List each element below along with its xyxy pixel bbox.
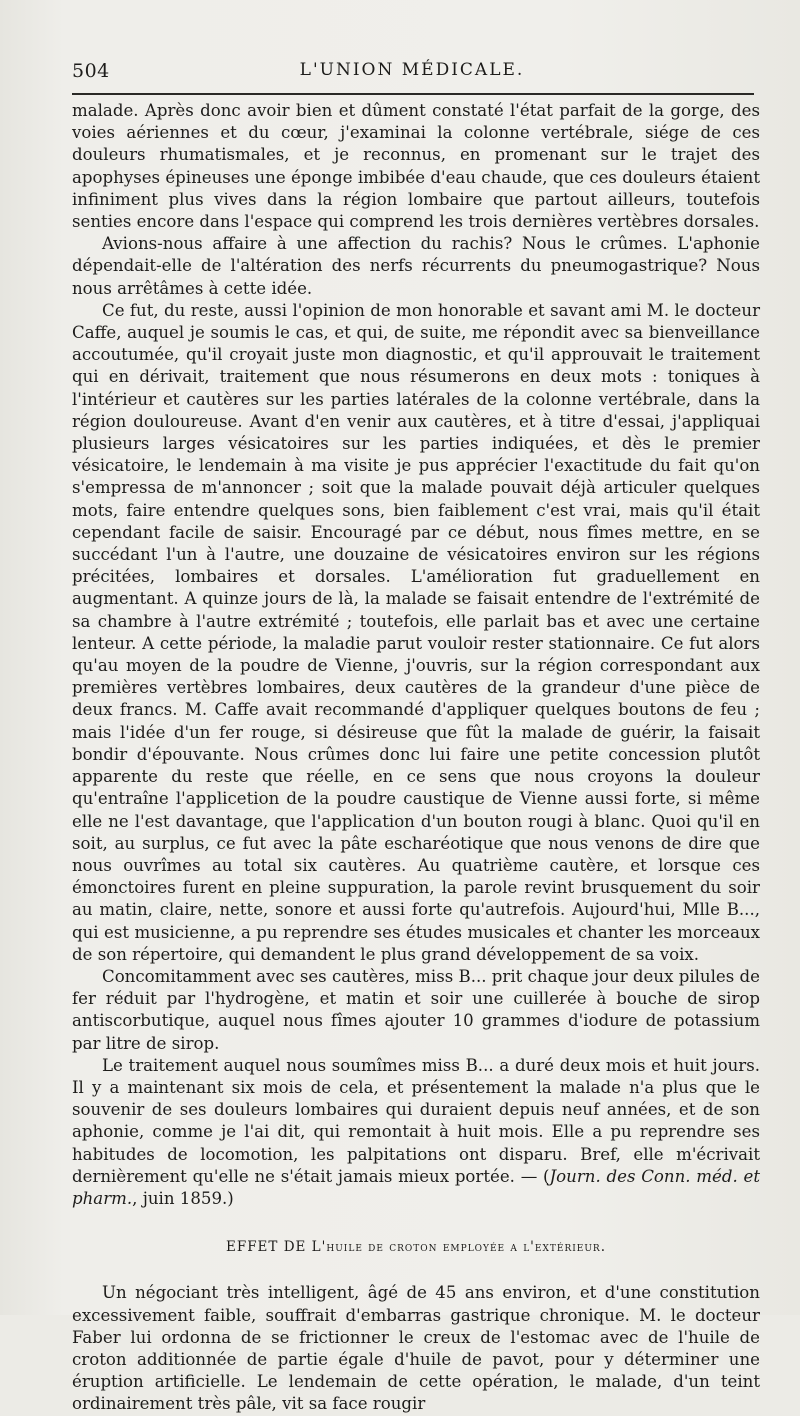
section-title-end: .: [600, 1239, 607, 1256]
page-number: 504: [72, 60, 110, 82]
paragraph: Concomitamment avec ses cautères, miss B... prit chaque jour deux pilules de fer réduit par l'hydrogène, et matin et soir une cuillerée à bouche de sirop antiscorbutique, auquel nous fîmes ajouter 10 grammes d'iodure de potassium par litre de sirop.: [72, 966, 760, 1053]
paragraph: Avions-nous affaire à une affection du rachis? Nous le crûmes. L'aphonie dépendait-elle de l'altération des nerfs récurrents du pneumogastrique? Nous nous arrêtâmes à cette idée.: [72, 234, 760, 298]
page-header: [72, 60, 752, 86]
citation-source: Journ. des Conn. méd. et pharm.: [72, 1166, 760, 1208]
paragraph-with-citation: [72, 1055, 760, 1210]
section-title-lead: EFFET DE L': [225, 1239, 327, 1256]
paragraph: Ce fut, du reste, aussi l'opinion de mon honorable et savant ami M. le docteur Caffe, auquel je soumis le cas, et qui, de suite, me répondit avec sa bienveillance accoutumée, qu'il croyait juste mon diagnostic, et qu'il approuvait le traitement qui en dérivait, traitement que nous résumerons en deux mots : toniques à l'intérieur et cautères sur les parties latérales de la colonne vertébrale, dans la région douloureuse. Avant d'en venir aux cautères, et à titre d'essai, j'appliquai plusieurs larges vésicatoires sur les parties indiquées, et dès le premier vésicatoire, le lendemain à ma visite je pus apprécier l'exactitude du fait qu'on s'empressa de m'annoncer ; soit que la malade pouvait déjà articuler quelques mots, faire entendre quelques sons, bien faiblement c'est vrai, mais qu'il était cependant facile de saisir. Encouragé par ce début, nous fîmes mettre, en se succédant l'un à l'autre, une douzaine de vésicatoires environ sur les régions précitées, lombaires et dorsales. L'amélioration fut graduellement en augmentant. A quinze jours de là, la malade se faisait entendre de l'extrémité de sa chambre à l'autre extrémité ; toutefois, elle parlait bas et avec une certaine lenteur. A cette période, la maladie parut vouloir rester stationnaire. Ce fut alors qu'au moyen de la poudre de Vienne, j'ouvris, sur la région correspondant aux premières vertèbres lombaires, deux cautères de la grandeur d'une pièce de deux francs. M. Caffe avait recommandé d'appliquer quelques boutons de feu ; mais l'idée d'un fer rouge, si désireuse que fût la malade de guérir, la faisait bondir d'épouvante. Nous crûmes donc lui faire une petite concession plutôt apparente du reste que réelle, en ce sens que nous croyons la douleur qu'entraîne l'applicetion de la poudre caustique de Vienne aussi forte, si même elle ne l'est davantage, que l'application d'un bouton rougi à blanc. Quoi qu'il en soit, au surplus, ce fut avec la pâte escharéotique que nous venons de dire que nous ouvrîmes au total six cautères. Au quatrième cautère, et lorsque ces émonctoires furent en pleine suppuration, la parole revint brusquement du soir au matin, claire, nette, sonore et aussi forte qu'autrefois. Aujourd'hui, Mlle B..., qui est musicienne, a pu reprendre ses études musicales et chanter les morceaux de son répertoire, qui demandent le plus grand développement de sa voix.: [72, 300, 760, 964]
running-title: L'UNION MÉDICALE.: [299, 60, 525, 80]
paragraph: Un négociant très intelligent, âgé de 45 ans environ, et d'une constitution excessivement faible, souffrait d'embarras gastrique chronique. M. le docteur Faber lui ordonna de se frictionner le creux de l'estomac avec de l'huile de croton additionnée de partie égale d'huile de pavot, pour y déterminer une éruption artificielle. Le lendemain de cette opération, le malade, d'un teint ordinairement très pâle, vit sa face rougir: [72, 1283, 760, 1414]
section-title-main: huile de croton employée a l'extérieur: [326, 1239, 601, 1256]
citation-open: (: [543, 1166, 550, 1186]
citation-date: , juin 1859.): [132, 1188, 234, 1208]
body-text: [72, 100, 760, 1416]
section-title: [72, 1236, 760, 1258]
paragraph-continuation: malade. Après donc avoir bien et dûment constaté l'état parfait de la gorge, des voies aériennes et du cœur, j'examinai la colonne vertébrale, siége de ces douleurs rhumatismales, et je reconnus, en promenant sur le trajet des apophyses épineuses une éponge imbibée d'eau chaude, que ces douleurs étaient infiniment plus vives dans la région lombaire que partout ailleurs, toutefois senties encore dans l'espace qui comprend les trois dernières vertèbres dorsales.: [72, 101, 760, 232]
header-rule: [72, 93, 754, 95]
paragraph-text: Le traitement auquel nous soumîmes miss B... a duré deux mois et huit jours. Il y a maintenant six mois de cela, et présentement la malade n'a plus que le souvenir de ses douleurs lombaires qui duraient depuis neuf années, et de son aphonie, comme je l'ai dit, qui remontait à huit mois. Elle a pu reprendre ses habitudes de locomotion, les palpitations ont disparu. Bref, elle m'écrivait dernièrement qu'elle ne s'était jamais mieux portée. —: [72, 1055, 760, 1186]
